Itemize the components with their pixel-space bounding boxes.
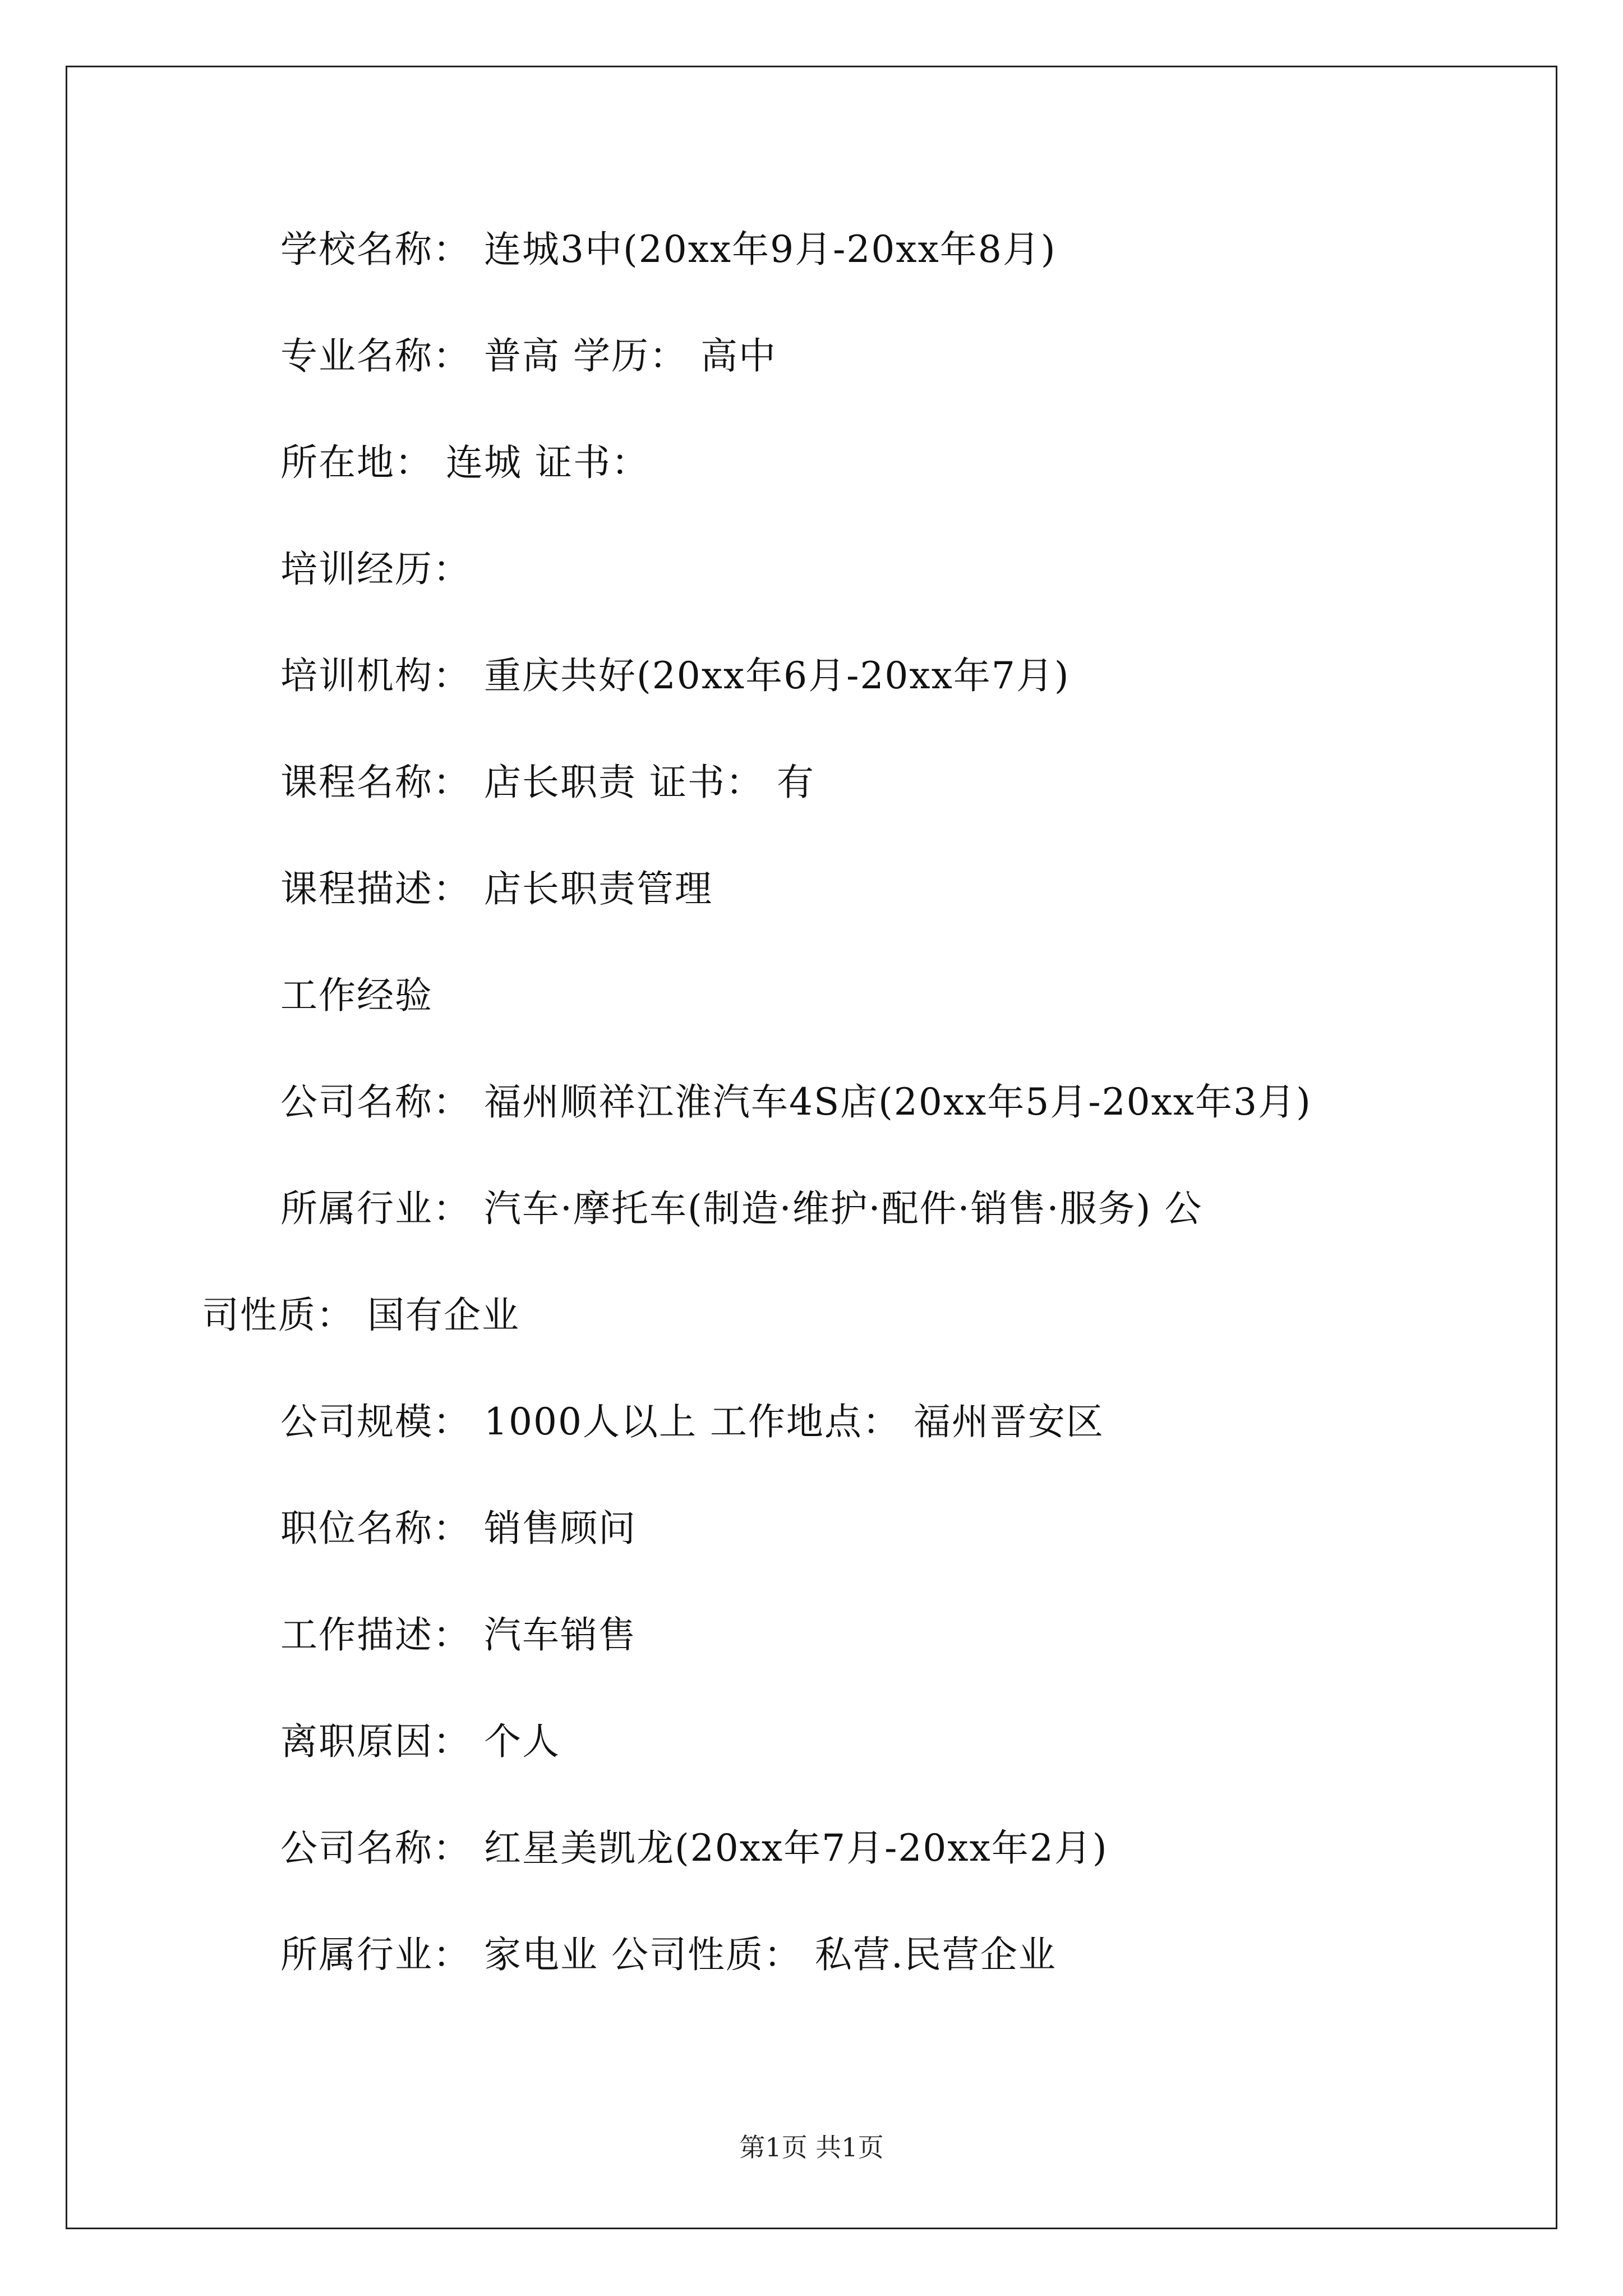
- company-name-line: 公司名称： 福州顺祥江淮汽车4S店(20xx年5月-20xx年3月): [280, 1080, 1312, 1124]
- company-type-line: 司性质： 国有企业: [202, 1294, 520, 1337]
- company-name-line-2: 公司名称： 红星美凯龙(20xx年7月-20xx年2月): [280, 1826, 1108, 1870]
- page-footer: 第1页 共1页: [739, 2132, 884, 2162]
- course-name-line: 课程名称： 店长职责 证书： 有: [280, 761, 815, 804]
- leave-reason-line: 离职原因： 个人: [280, 1720, 560, 1763]
- training-heading: 培训经历：: [280, 547, 471, 591]
- work-experience-heading: 工作经验: [280, 974, 433, 1017]
- company-size-line: 公司规模： 1000人以上 工作地点： 福州晋安区: [280, 1400, 1104, 1443]
- position-line: 职位名称： 销售顾问: [280, 1507, 637, 1550]
- training-org-line: 培训机构： 重庆共好(20xx年6月-20xx年7月): [280, 654, 1070, 697]
- major-line: 专业名称： 普高 学历： 高中: [280, 334, 777, 378]
- job-desc-line: 工作描述： 汽车销售: [280, 1613, 637, 1657]
- school-name-line: 学校名称： 连城3中(20xx年9月-20xx年8月): [280, 228, 1057, 271]
- industry-line-2: 所属行业： 家电业 公司性质： 私营.民营企业: [280, 1933, 1057, 1976]
- industry-line: 所属行业： 汽车·摩托车(制造·维护·配件·销售·服务) 公: [280, 1187, 1203, 1230]
- location-line: 所在地： 连城 证书：: [280, 441, 649, 484]
- course-desc-line: 课程描述： 店长职责管理: [280, 867, 713, 910]
